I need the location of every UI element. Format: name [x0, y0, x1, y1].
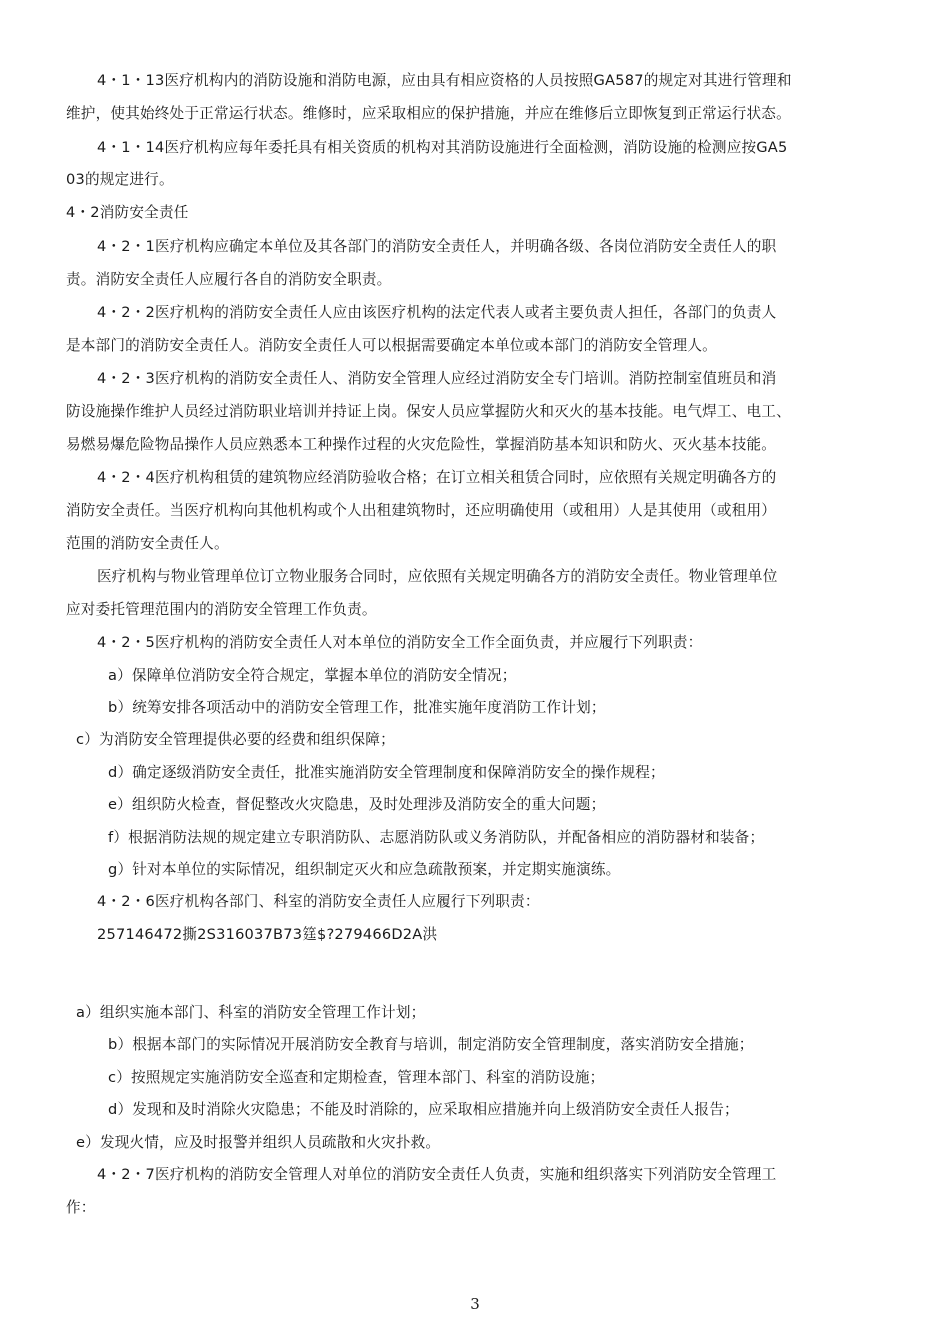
line-4-1-13-cont: 维护，使其始终处于正常运行状态。维修时，应采取相应的保护措施，并应在维修后立即恢复到正常运行状态。 — [66, 105, 791, 122]
line-4-2-3: 4・2・3医疗机构的消防安全责任人、消防安全管理人应经过消防安全专门培训。消防控制室值班员和消 — [97, 370, 777, 387]
list-item-4-2-5-b: b）统筹安排各项活动中的消防安全管理工作，批准实施年度消防工作计划； — [108, 699, 606, 716]
line-4-1-14-cont: 03的规定进行。 — [66, 171, 174, 188]
line-property-mgmt-cont: 应对委托管理范围内的消防安全管理工作负责。 — [66, 601, 377, 618]
list-item-4-2-6-e: e）发现火情，应及时报警并组织人员疏散和火灾扑救。 — [76, 1134, 441, 1151]
list-item-4-2-5-g: g）针对本单位的实际情况，组织制定灭火和应急疏散预案，并定期实施演练。 — [108, 861, 621, 878]
list-item-4-2-5-c: c）为消防安全管理提供必要的经费和组织保障； — [76, 731, 395, 748]
line-4-2-7-cont: 作： — [66, 1199, 96, 1216]
line-4-2-1-cont: 责。消防安全责任人应履行各自的消防安全职责。 — [66, 271, 392, 288]
list-item-4-2-6-d: d）发现和及时消除火灾隐患；不能及时消除的，应采取相应措施并向上级消防安全责任人报告； — [108, 1101, 739, 1118]
line-4-2-4-cont-1: 消防安全责任。当医疗机构向其他机构或个人出租建筑物时，还应明确使用（或租用）人是其使用（或租用） — [66, 502, 777, 519]
line-4-2-1: 4・2・1医疗机构应确定本单位及其各部门的消防安全责任人，并明确各级、各岗位消防安全责任人的职 — [97, 238, 777, 255]
list-item-4-2-5-a: a）保障单位消防安全符合规定，掌握本单位的消防安全情况； — [108, 667, 517, 684]
page-number: 3 — [470, 1295, 480, 1313]
line-4-2-7: 4・2・7医疗机构的消防安全管理人对单位的消防安全责任人负责，实施和组织落实下列消防安全管理工 — [97, 1166, 777, 1183]
line-4-2-4: 4・2・4医疗机构租赁的建筑物应经消防验收合格；在订立相关租赁合同时，应依照有关规定明确各方的 — [97, 469, 777, 486]
list-item-4-2-6-c: c）按照规定实施消防安全巡查和定期检查，管理本部门、科室的消防设施； — [108, 1069, 605, 1086]
line-4-2-4-cont-2: 范围的消防安全责任人。 — [66, 535, 229, 552]
section-heading-4-2: 4・2消防安全责任 — [66, 204, 189, 221]
line-4-2-2: 4・2・2医疗机构的消防安全责任人应由该医疗机构的法定代表人或者主要负责人担任，各部门的负责人 — [97, 304, 777, 321]
line-4-2-2-cont: 是本部门的消防安全责任人。消防安全责任人可以根据需要确定本单位或本部门的消防安全管理人。 — [66, 337, 717, 354]
line-4-2-6: 4・2・6医疗机构各部门、科室的消防安全责任人应履行下列职责： — [97, 893, 540, 910]
line-4-2-3-cont-1: 防设施操作维护人员经过消防职业培训并持证上岗。保安人员应掌握防火和灭火的基本技能。电气焊工、电工、 — [66, 403, 791, 420]
line-4-1-14: 4・1・14医疗机构应每年委托具有相关资质的机构对其消防设施进行全面检测，消防设施的检测应按GA5 — [97, 139, 788, 156]
line-4-1-13: 4・1・13医疗机构内的消防设施和消防电源，应由具有相应资格的人员按照GA587的规定对其进行管理和 — [97, 72, 792, 89]
line-4-2-3-cont-2: 易燃易爆危险物品操作人员应熟悉本工种操作过程的火灾危险性，掌握消防基本知识和防火、灭火基本技能。 — [66, 436, 777, 453]
list-item-4-2-5-d: d）确定逐级消防安全责任，批准实施消防安全管理制度和保障消防安全的操作规程； — [108, 764, 665, 781]
list-item-4-2-5-f: f）根据消防法规的规定建立专职消防队、志愿消防队或义务消防队，并配备相应的消防器材和装备； — [108, 829, 765, 846]
garbled-text-line: 257146472撕2S316037B73筳$?279466D2A洪 — [97, 926, 438, 943]
list-item-4-2-5-e: e）组织防火检查，督促整改火灾隐患，及时处理涉及消防安全的重大问题； — [108, 796, 606, 813]
line-property-mgmt: 医疗机构与物业管理单位订立物业服务合同时，应依照有关规定明确各方的消防安全责任。物业管理单位 — [97, 568, 778, 585]
list-item-4-2-6-b: b）根据本部门的实际情况开展消防安全教育与培训，制定消防安全管理制度，落实消防安全措施； — [108, 1036, 754, 1053]
list-item-4-2-6-a: a）组织实施本部门、科室的消防安全管理工作计划； — [76, 1004, 426, 1021]
line-4-2-5: 4・2・5医疗机构的消防安全责任人对本单位的消防安全工作全面负责，并应履行下列职责： — [97, 634, 703, 651]
